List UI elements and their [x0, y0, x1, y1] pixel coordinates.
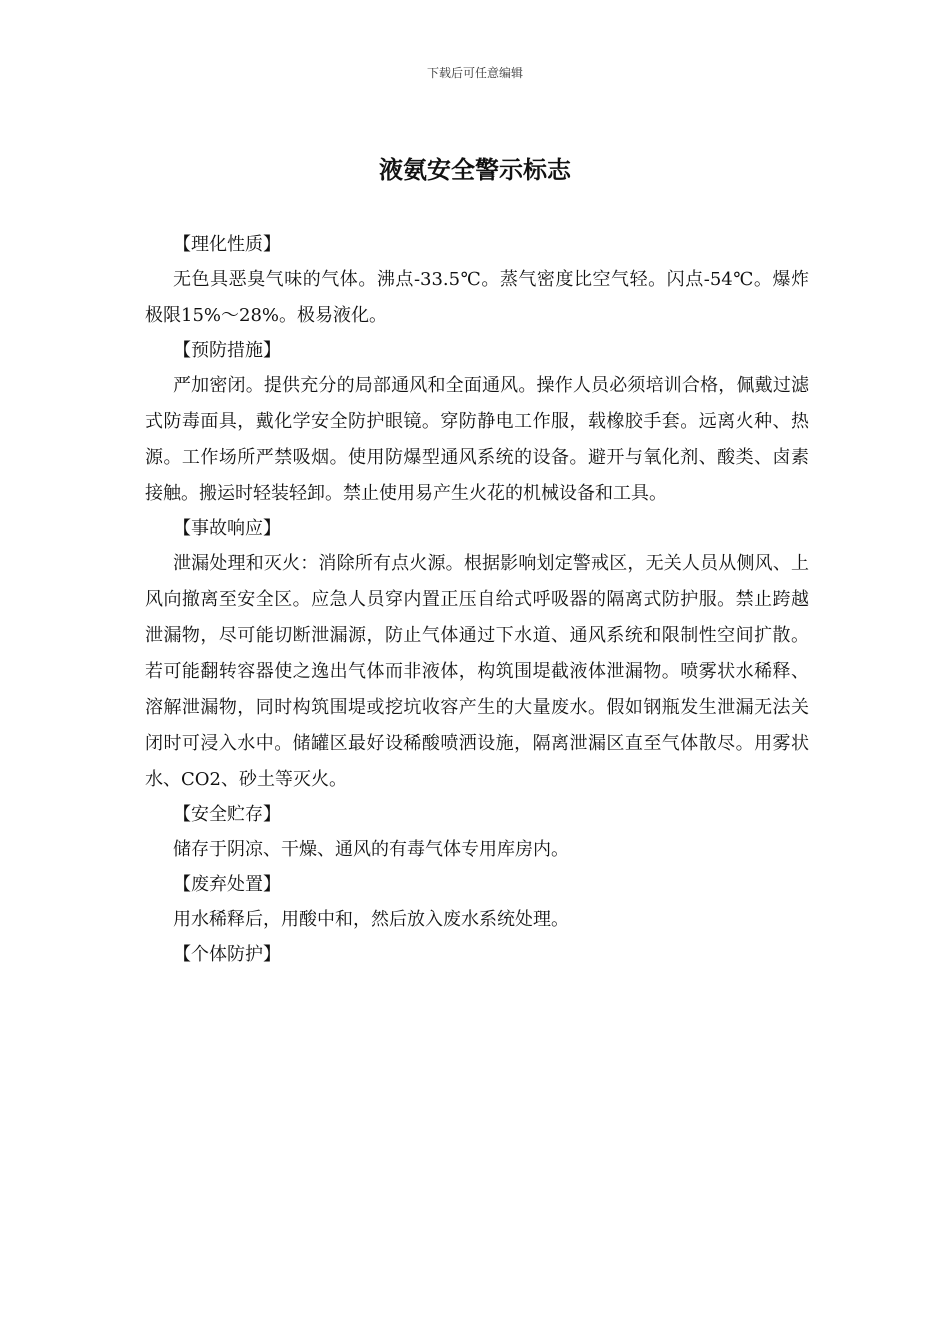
- document-title: 液氨安全警示标志: [379, 156, 571, 184]
- section-heading-disposal: 【废弃处置】: [173, 874, 281, 895]
- document-body: [145, 228, 809, 972]
- section-heading-safe-storage: 【安全贮存】: [173, 804, 281, 825]
- section-heading-prevention: 【预防措施】: [173, 340, 281, 361]
- section-heading-personal-protection: 【个体防护】: [173, 944, 281, 965]
- section-body-prevention: 严加密闭。提供充分的局部通风和全面通风。操作人员必须培训合格，佩戴过滤式防毒面具，戴化学安全防护眼镜。穿防静电工作服，载橡胶手套。远离火种、热源。工作场所严禁吸烟。使用防爆型通风系统的设备。避开与氧化剂、酸类、卤素接触。搬运时轻装轻卸。禁止使用易产生火花的机械设备和工具。: [145, 375, 809, 504]
- section-heading-physicochemical: 【理化性质】: [173, 234, 281, 255]
- section-body-safe-storage: 储存于阴凉、干燥、通风的有毒气体专用库房内。: [173, 839, 569, 860]
- section-heading-accident-response: 【事故响应】: [173, 518, 281, 539]
- header-note: 下载后可任意编辑: [426, 66, 523, 80]
- section-body-accident-response: 泄漏处理和灭火：消除所有点火源。根据影响划定警戒区，无关人员从侧风、上风向撤离至安全区。应急人员穿内置正压自给式呼吸器的隔离式防护服。禁止跨越泄漏物，尽可能切断泄漏源，防止气体通过下水道、通风系统和限制性空间扩散。若可能翻转容器使之逸出气体而非液体，构筑围堤截液体泄漏物。喷雾状水稀释、溶解泄漏物，同时构筑围堤或挖坑收容产生的大量废水。假如钢瓶发生泄漏无法关闭时可浸入水中。储罐区最好设稀酸喷洒设施，隔离泄漏区直至气体散尽。用雾状水、CO2、砂土等灭火。: [145, 553, 809, 790]
- section-body-physicochemical: 无色具恶臭气味的气体。沸点-33.5℃。蒸气密度比空气轻。闪点-54℃。爆炸极限15%～28%。极易液化。: [145, 269, 809, 326]
- section-body-disposal: 用水稀释后，用酸中和，然后放入废水系统处理。: [173, 909, 569, 930]
